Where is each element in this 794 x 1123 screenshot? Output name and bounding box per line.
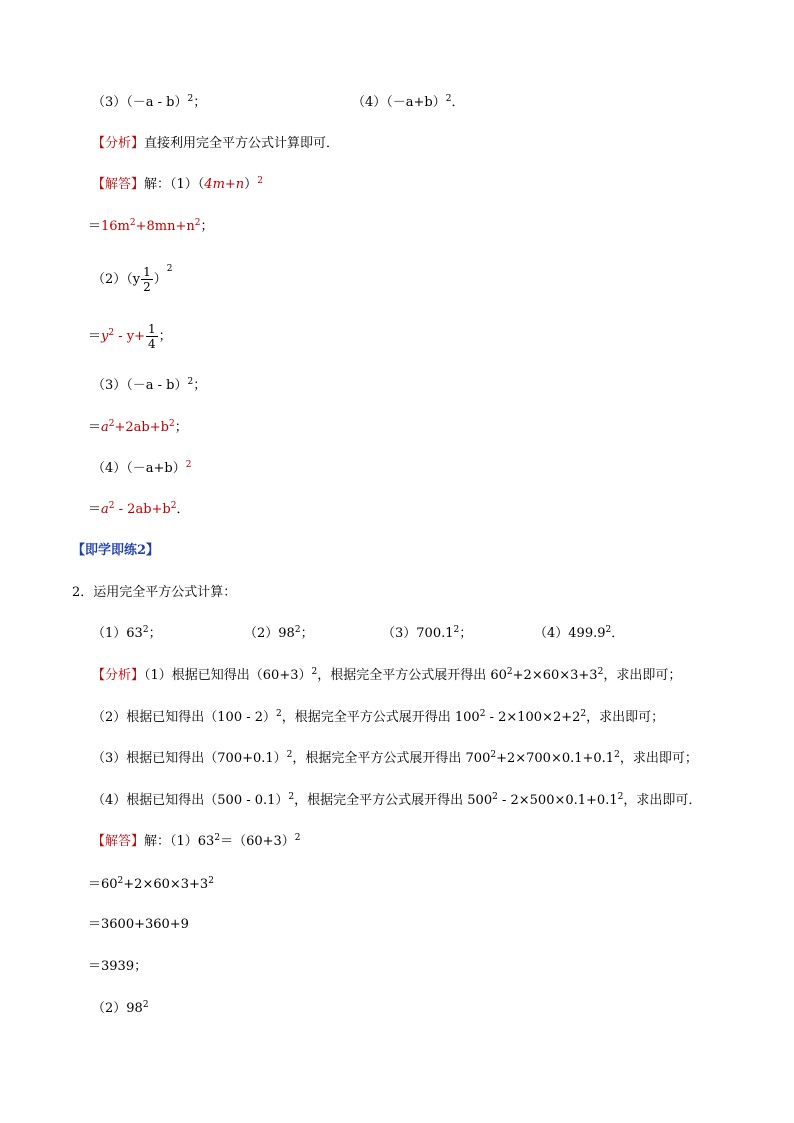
- item-1: [92, 625, 162, 643]
- question-items: [92, 625, 712, 643]
- analysis-text: ，求出即可；: [586, 710, 665, 725]
- term: a: [101, 502, 109, 517]
- step-2: ＝3600+360+9: [88, 917, 189, 932]
- problem-4: （4）（－a+b）: [352, 95, 446, 110]
- answer-tag: 【解答】: [92, 834, 145, 849]
- exponent: 2: [294, 625, 301, 635]
- punct: ．: [451, 95, 465, 110]
- answer-tag: 【解答】: [92, 177, 145, 192]
- analysis-text: ，求出即可．: [623, 793, 702, 808]
- paren: ）: [153, 272, 167, 287]
- term: - 2ab+b: [114, 502, 171, 517]
- step-3: ＝3939；: [88, 959, 148, 974]
- problem-4-line: [352, 94, 465, 112]
- analysis-text: +2×60×3+3: [512, 668, 598, 683]
- analysis-text: +2×700×0.1+0.1: [496, 751, 615, 766]
- answer-4-line: [92, 460, 191, 478]
- term: y: [101, 329, 109, 344]
- numerator: 1: [143, 265, 151, 279]
- expr-1: 4m+n: [204, 177, 245, 192]
- exponent: 2: [117, 876, 124, 886]
- punct: ；: [193, 378, 207, 393]
- exponent: 2: [108, 501, 115, 511]
- exponent: 2: [294, 833, 301, 843]
- exponent: 2: [617, 792, 624, 802]
- exponent: 2: [276, 709, 282, 719]
- exponent: 2: [170, 501, 177, 511]
- answer-lead: 解：（1）63: [144, 834, 215, 849]
- analysis-text: ，求出即可；: [603, 668, 682, 683]
- analysis-text: （3）根据已知得出（700+0.1）: [92, 751, 287, 766]
- denominator: 2: [143, 280, 151, 294]
- punct: ；: [158, 329, 172, 344]
- analysis-3: [92, 750, 698, 768]
- exponent: 2: [605, 625, 612, 635]
- section-heading: 【即学即练2】: [72, 543, 160, 558]
- fraction: [141, 265, 153, 294]
- exponent: 2: [187, 94, 194, 104]
- open: （2）（y: [92, 272, 141, 287]
- result-1: [88, 218, 214, 236]
- exponent: 2: [208, 876, 214, 886]
- exponent: 2: [129, 218, 136, 228]
- analysis-2: [92, 709, 664, 727]
- analysis-line: [92, 135, 339, 153]
- analysis-text: （2）根据已知得出（100 - 2）: [92, 710, 277, 725]
- exponent: 2: [108, 419, 115, 429]
- exponent: 2: [492, 792, 498, 802]
- exponent: 2: [506, 667, 513, 677]
- equals: ＝: [88, 329, 102, 344]
- exponent: 2: [288, 792, 295, 802]
- exponent: 2: [214, 833, 221, 843]
- term: +2ab+b: [114, 420, 169, 435]
- exponent: 2: [490, 750, 497, 760]
- problem-3: （3）（－a - b）: [92, 95, 188, 110]
- analysis-text: （4）根据已知得出（500 - 0.1）: [92, 793, 289, 808]
- analysis-text: ，根据完全平方公式展开得出 500: [294, 793, 493, 808]
- punct: ．: [611, 626, 625, 641]
- exponent: 2: [142, 1000, 149, 1010]
- answer-line-2: [92, 833, 301, 851]
- answer-2-line: [92, 1000, 149, 1018]
- exponent: 2: [453, 625, 460, 635]
- step-text: ＝60: [88, 877, 118, 892]
- punct: ；: [300, 626, 314, 641]
- analysis-text: ，根据完全平方公式展开得出 700: [292, 751, 491, 766]
- analysis-text: ，求出即可；: [619, 751, 698, 766]
- exponent: 2: [311, 667, 318, 677]
- exponent: 2: [185, 460, 192, 470]
- exponent: 2: [257, 176, 263, 186]
- exponent: 2: [194, 218, 201, 228]
- analysis-text: ，根据完全平方公式展开得出 100: [281, 710, 480, 725]
- result-4: [88, 501, 189, 519]
- question-text: 2．运用完全平方公式计算：: [72, 585, 237, 600]
- item-2: [244, 625, 314, 643]
- exponent: 2: [614, 750, 620, 760]
- step-text: +2×60×3+3: [123, 877, 209, 892]
- analysis-text: - 2×500×0.1+0.1: [497, 793, 618, 808]
- analysis-1: [92, 667, 681, 685]
- problem-2-line: [92, 263, 173, 297]
- analysis-tag: 【分析】: [92, 136, 145, 151]
- item-base: （2）98: [244, 626, 295, 641]
- answer-line: [92, 176, 263, 194]
- exponent: 2: [142, 625, 149, 635]
- term: - y+: [114, 329, 146, 344]
- exponent: 2: [479, 709, 486, 719]
- item-base: （3）700.1: [382, 626, 454, 641]
- exponent: 2: [445, 94, 452, 104]
- problem-3-line: [92, 94, 206, 112]
- equals: ＝: [88, 502, 102, 517]
- term: a: [101, 420, 109, 435]
- punct: ；: [193, 95, 207, 110]
- label: （2）98: [92, 1001, 143, 1016]
- paren: ）: [244, 177, 258, 192]
- item-base: （4）499.9: [534, 626, 606, 641]
- punct: ．: [176, 502, 190, 517]
- label: （3）（－a - b）: [92, 378, 188, 393]
- equals: ＝: [88, 219, 102, 234]
- answer-lead: ＝（60+3）: [220, 834, 295, 849]
- punct: ；: [174, 420, 188, 435]
- analysis-text: 直接利用完全平方公式计算即可．: [144, 136, 340, 151]
- item-4: [534, 625, 624, 643]
- denominator: 4: [148, 337, 156, 351]
- analysis-text: （1）根据已知得出（60+3）: [144, 668, 312, 683]
- numerator: 1: [148, 322, 156, 336]
- analysis-4: [92, 792, 701, 810]
- term: 16m: [101, 219, 130, 234]
- answer-3-line: [92, 377, 206, 395]
- item-base: （1）63: [92, 626, 143, 641]
- punct: ；: [148, 626, 162, 641]
- term: +8mn+n: [135, 219, 195, 234]
- punct: ；: [200, 219, 214, 234]
- step-1: [88, 876, 214, 894]
- fraction: [146, 322, 158, 351]
- analysis-tag: 【分析】: [92, 668, 145, 683]
- exponent: 2: [108, 328, 115, 338]
- exponent: 2: [286, 750, 293, 760]
- exponent: 2: [166, 264, 173, 274]
- equals: ＝: [88, 420, 102, 435]
- exponent: 2: [597, 667, 604, 677]
- analysis-text: - 2×100×2+2: [485, 710, 581, 725]
- exponent: 2: [168, 419, 175, 429]
- exponent: 2: [187, 377, 194, 387]
- item-3: [382, 625, 472, 643]
- exponent: 2: [580, 709, 587, 719]
- analysis-text: ，根据完全平方公式展开得出 60: [317, 668, 507, 683]
- label: （4）（－a+b）: [92, 461, 186, 476]
- result-2: [88, 320, 172, 354]
- result-3: [88, 419, 188, 437]
- answer-lead: 解：（1）（: [144, 177, 205, 192]
- punct: ；: [459, 626, 473, 641]
